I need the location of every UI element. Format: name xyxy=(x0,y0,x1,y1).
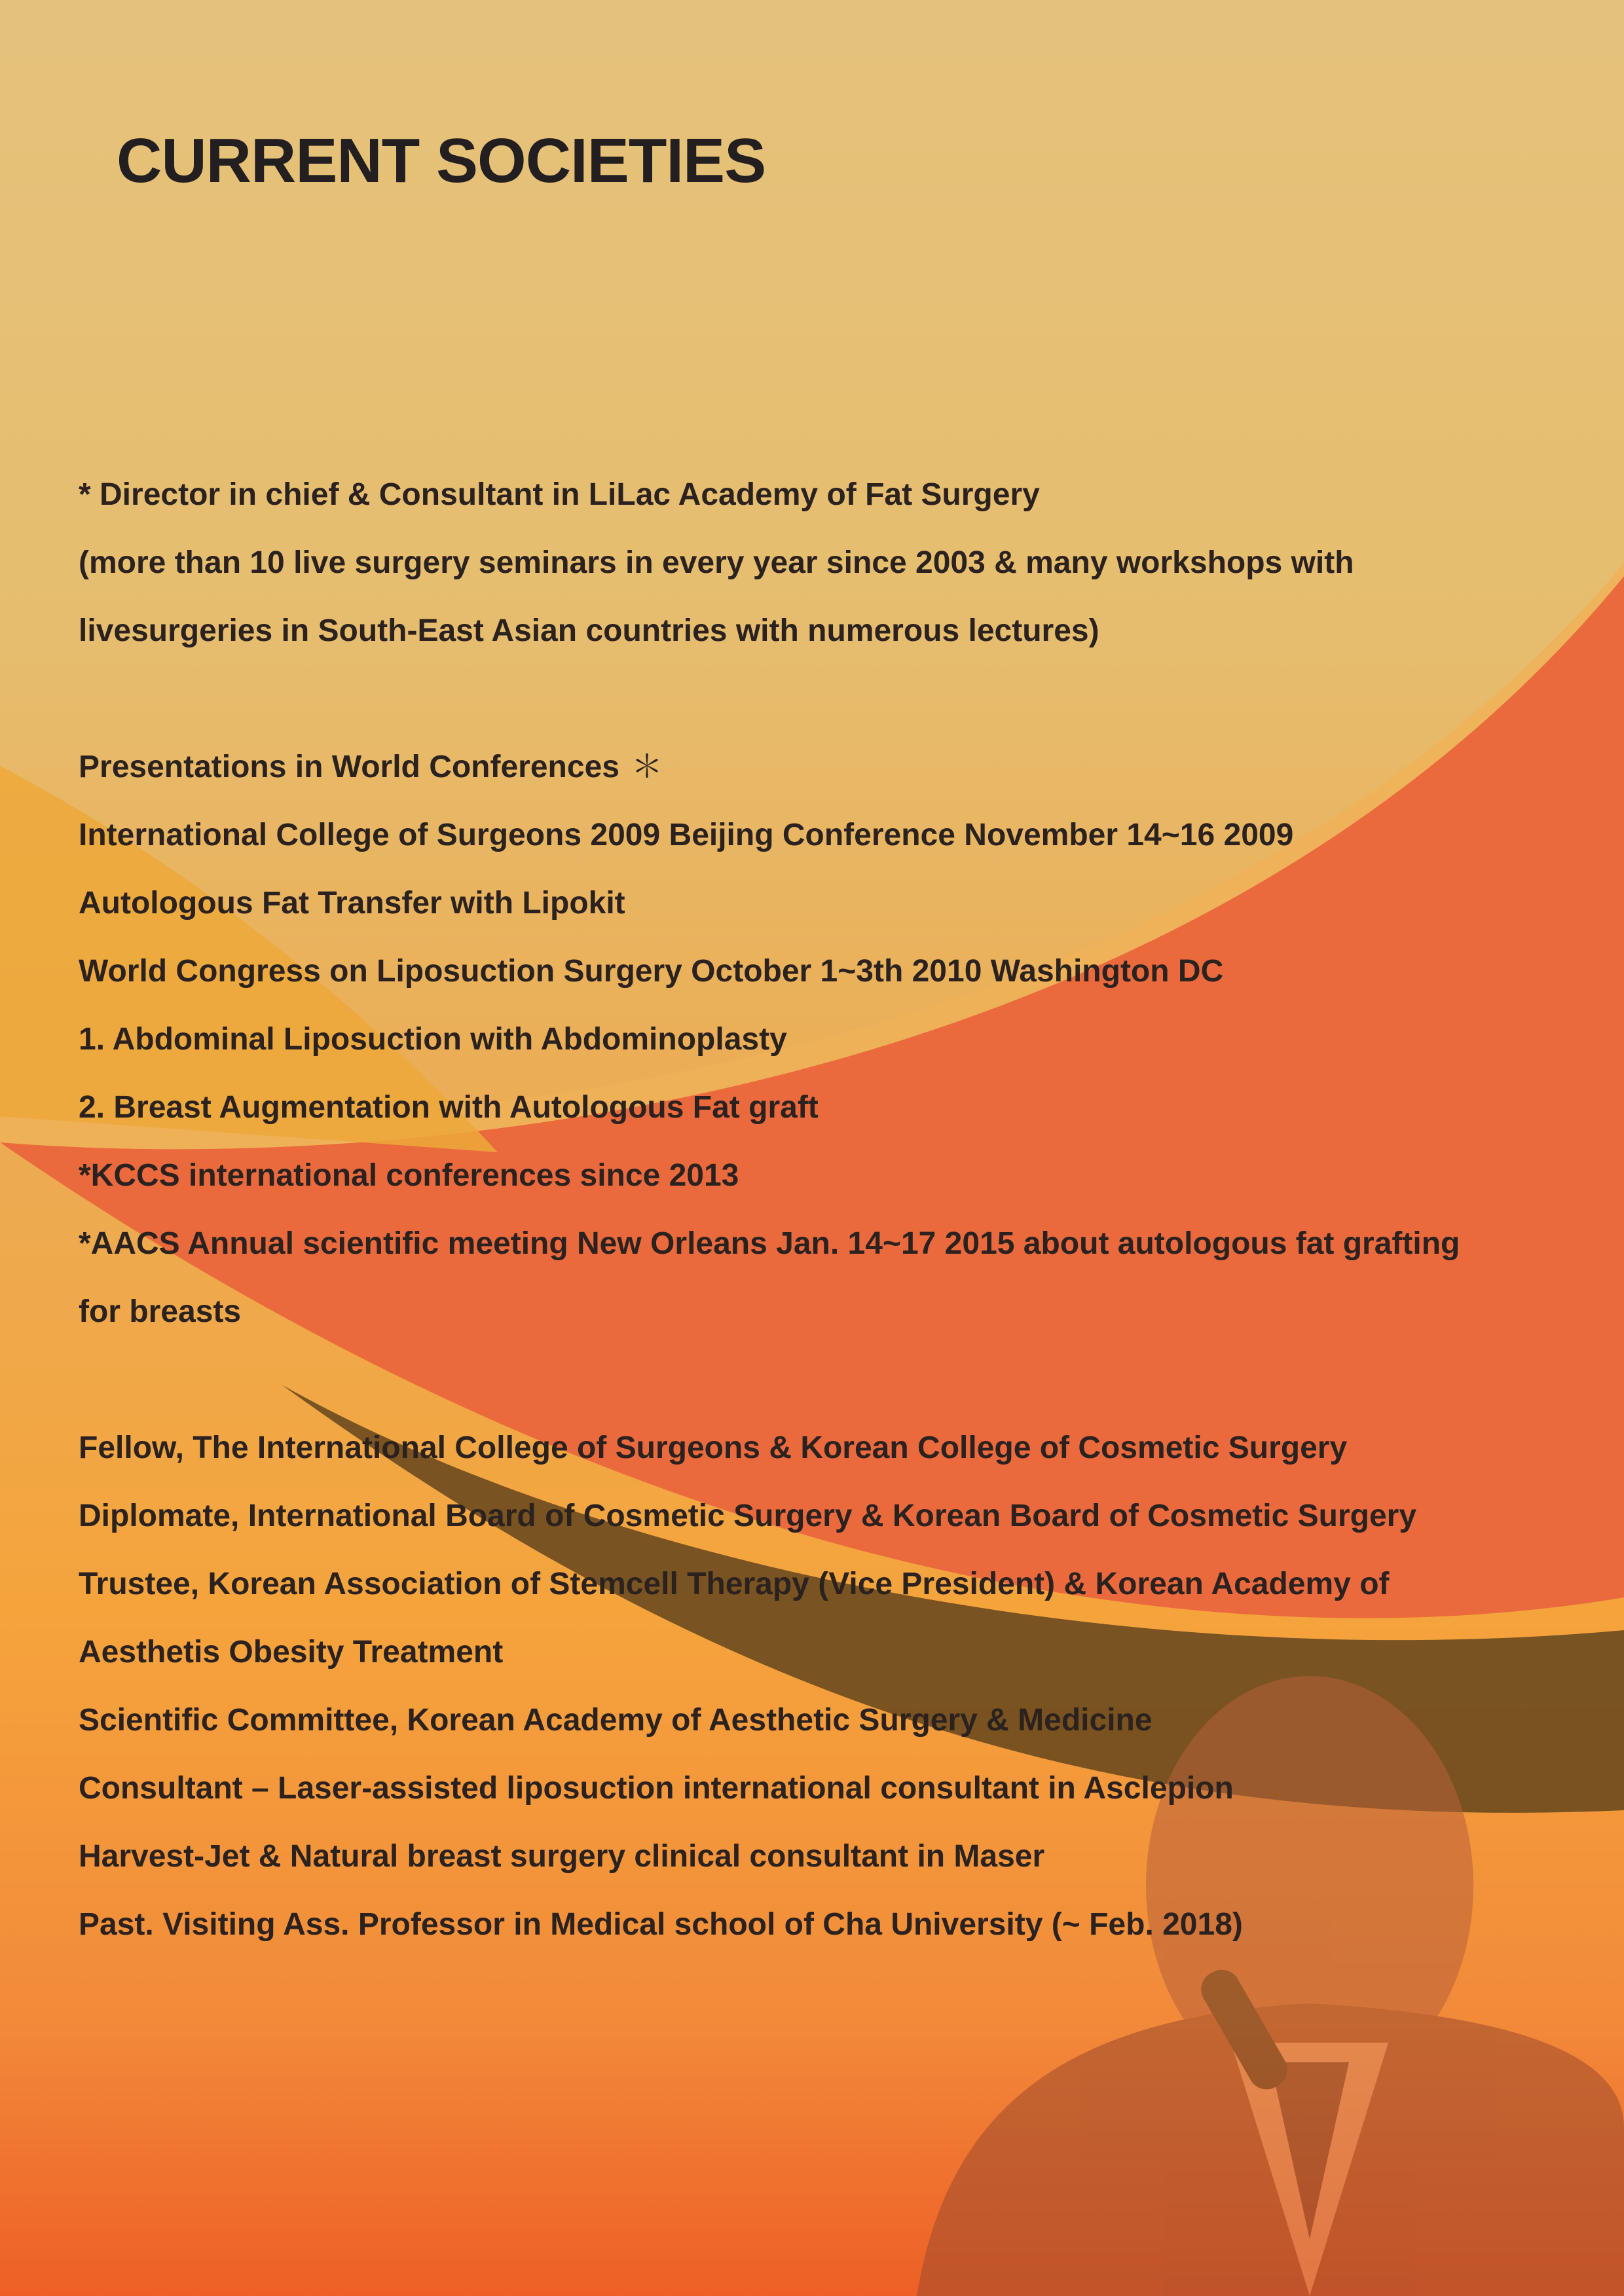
membership-line: Trustee, Korean Association of Stemcell Therapy (Vice President) & Korean Academy of xyxy=(79,1567,1390,1601)
presentations-heading xyxy=(79,733,1572,801)
conference-line: Autologous Fat Transfer with Lipokit xyxy=(79,886,625,920)
spacer xyxy=(79,1346,1572,1414)
membership-line: Diplomate, International Board of Cosmetic Surgery & Korean Board of Cosmetic Surgery xyxy=(79,1499,1417,1533)
spacer xyxy=(79,665,1572,733)
membership-line: Scientific Committee, Korean Academy of Aesthetic Surgery & Medicine xyxy=(79,1703,1153,1738)
page-title: CURRENT SOCIETIES xyxy=(117,126,766,196)
director-line: * Director in chief & Consultant in LiLac Academy of Fat Surgery xyxy=(79,477,1040,512)
conference-line: 1. Abdominal Liposuction with Abdominoplasty xyxy=(79,1022,787,1057)
membership-line: Consultant – Laser-assisted liposuction international consultant in Asclepion xyxy=(79,1771,1234,1806)
membership-line: Aesthetis Obesity Treatment xyxy=(79,1635,504,1669)
membership-line: Past. Visiting Ass. Professor in Medical school of Cha University (~ Feb. 2018) xyxy=(79,1907,1243,1942)
conference-line: *KCCS international conferences since 2013 xyxy=(79,1158,739,1193)
conference-line: 2. Breast Augmentation with Autologous Fat graft xyxy=(79,1090,819,1125)
membership-line: Fellow, The International College of Surgeons & Korean College of Cosmetic Surgery xyxy=(79,1430,1348,1465)
asterisk-mark: ＊ xyxy=(631,750,663,784)
seminars-line-cont: livesurgeries in South-East Asian countries with numerous lectures) xyxy=(79,613,1099,648)
conference-line: *AACS Annual scientific meeting New Orleans Jan. 14~17 2015 about autologous fat grafting xyxy=(79,1226,1460,1261)
conference-line: World Congress on Liposuction Surgery October 1~3th 2010 Washington DC xyxy=(79,954,1224,989)
membership-line: Harvest-Jet & Natural breast surgery clinical consultant in Maser xyxy=(79,1839,1045,1874)
conference-line: International College of Surgeons 2009 Beijing Conference November 14~16 2009 xyxy=(79,818,1294,852)
presentations-heading-text: Presentations in World Conferences xyxy=(79,750,619,784)
seminars-line: (more than 10 live surgery seminars in every year since 2003 & many workshops with xyxy=(79,545,1354,580)
conference-line: for breasts xyxy=(79,1294,242,1329)
content-body xyxy=(79,461,1572,1959)
